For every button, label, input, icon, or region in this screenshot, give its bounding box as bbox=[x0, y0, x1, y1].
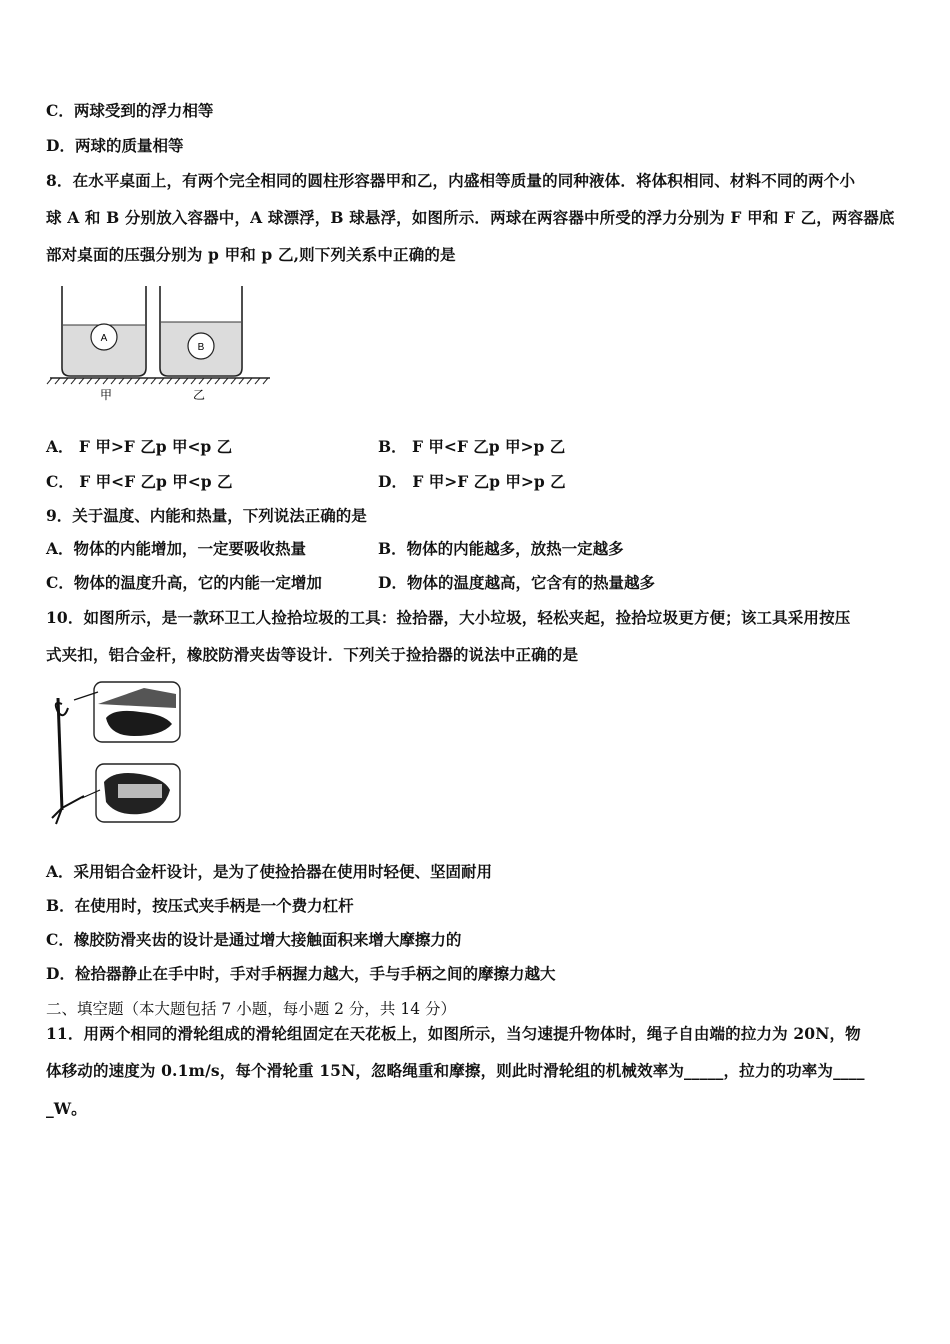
q10-stem-line-2: 式夹扣，铝合金杆，橡胶防滑夹齿等设计．下列关于捡拾器的说法中正确的是 bbox=[46, 645, 579, 664]
grabber-figure bbox=[44, 678, 186, 828]
q10-option-d: D．检拾器静止在手中时，手对手柄握力越大，手与手柄之间的摩擦力越大 bbox=[46, 964, 556, 983]
q9-option-b: B．物体的内能越多，放热一定越多 bbox=[378, 539, 624, 558]
label-jia: 甲 bbox=[100, 388, 113, 402]
q8-stem-line-2: 球 A 和 B 分别放入容器中，A 球漂浮，B 球悬浮，如图所示．两球在两容器中所受的浮力分别为 F 甲和 F 乙，两容器底 bbox=[46, 208, 895, 227]
ball-b-label: B bbox=[197, 342, 205, 353]
q8-option-d: D． F 甲>F 乙p 甲>p 乙 bbox=[378, 472, 566, 491]
q9-option-d: D．物体的温度越高，它含有的热量越多 bbox=[378, 573, 655, 592]
q11-stem-line-3: _W。 bbox=[46, 1099, 87, 1118]
q8-stem-line-1: 8．在水平桌面上，有两个完全相同的圆柱形容器甲和乙，内盛相等质量的同种液体．将体积相同、材料不同的两个小 bbox=[46, 171, 856, 190]
containers-figure bbox=[44, 282, 276, 402]
inset-bottom-clip bbox=[118, 784, 162, 798]
q11-stem-line-1: 11．用两个相同的滑轮组成的滑轮组固定在天花板上，如图所示，当匀速提升物体时，绳子自由端的拉力为 20N，物 bbox=[46, 1024, 861, 1043]
q10-option-a: A．采用铝合金杆设计，是为了使捡拾器在使用时轻便、坚固耐用 bbox=[46, 862, 493, 881]
q10-option-b: B．在使用时，按压式夹手柄是一个费力杠杆 bbox=[46, 896, 354, 915]
q10-option-c: C．橡胶防滑夹齿的设计是通过增大接触面积来增大摩擦力的 bbox=[46, 930, 462, 949]
q8-option-b: B． F 甲<F 乙p 甲>p 乙 bbox=[378, 437, 566, 456]
q7-option-c: C．两球受到的浮力相等 bbox=[46, 101, 214, 120]
table-hatching bbox=[47, 378, 268, 384]
label-yi: 乙 bbox=[193, 388, 206, 402]
ball-a-label: A bbox=[100, 333, 108, 344]
grabber-jaw bbox=[52, 796, 84, 824]
q9-stem: 9．关于温度、内能和热量，下列说法正确的是 bbox=[46, 506, 367, 525]
q7-option-d: D．两球的质量相等 bbox=[46, 136, 184, 155]
q11-stem-line-2: 体移动的速度为 0.1m/s，每个滑轮重 15N，忽略绳重和摩擦，则此时滑轮组的机械效率为_____，拉力的功率为____ bbox=[46, 1061, 865, 1080]
q9-option-c: C．物体的温度升高，它的内能一定增加 bbox=[46, 573, 322, 592]
q8-option-c: C． F 甲<F 乙p 甲<p 乙 bbox=[46, 472, 233, 491]
q8-option-a: A． F 甲>F 乙p 甲<p 乙 bbox=[46, 437, 233, 456]
section-2-title: 二、填空题（本大题包括 7 小题，每小题 2 分，共 14 分） bbox=[46, 1000, 457, 1018]
q9-option-a: A．物体的内能增加，一定要吸收热量 bbox=[46, 539, 307, 558]
q10-stem-line-1: 10．如图所示，是一款环卫工人捡拾垃圾的工具：捡拾器，大小垃圾，轻松夹起，捡拾垃圾更方便；该工具采用按压 bbox=[46, 608, 851, 627]
q8-stem-line-3: 部对桌面的压强分别为 p 甲和 p 乙,则下列关系中正确的是 bbox=[46, 245, 456, 264]
